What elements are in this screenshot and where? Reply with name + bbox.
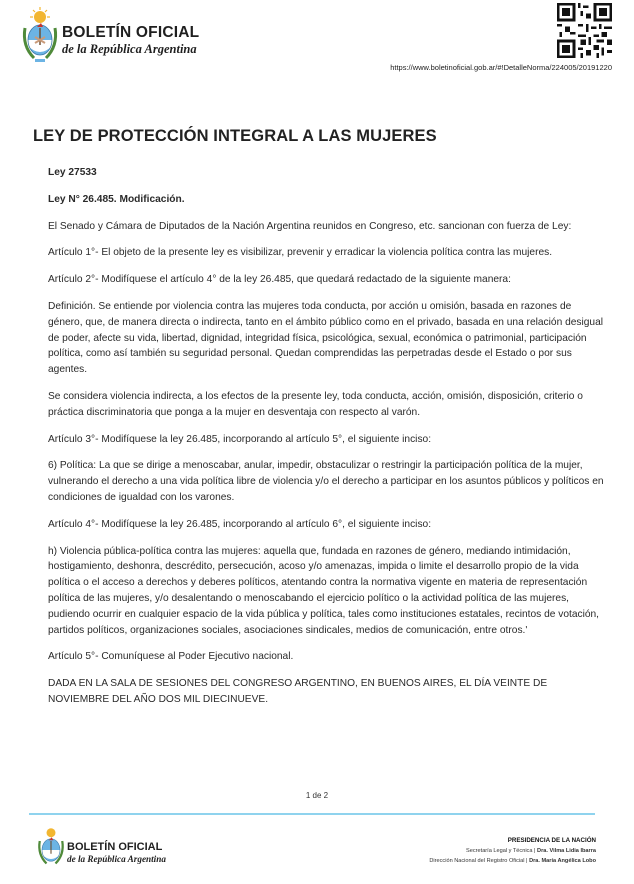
footer-credits (429, 836, 596, 866)
footer-brand (67, 841, 166, 865)
law-subject: Ley N° 26.485. Modificación. (48, 193, 185, 205)
footer-person-name: Dra. María Angélica Lobo (529, 858, 596, 864)
footer-brand-subtitle: de la República Argentina (67, 854, 166, 864)
paragraph: 6) Política: La que se dirige a menoscabar, anular, impedir, obstaculizar o restringir la participación política de la mujer, vulnerando el derecho a una vida política libre de violencia y/o el derecho a participar en los asuntos públicos y políticos en condiciones de igualdad con los varones. (48, 460, 604, 503)
argentina-coat-of-arms-icon (36, 824, 66, 870)
document-url[interactable]: https://www.boletinoficial.gob.ar/#!DetalleNorma/224005/20191220 (390, 63, 612, 72)
brand-title: BOLETÍN OFICIAL (62, 24, 200, 41)
footer-credit-line (429, 846, 596, 856)
paragraph: Artículo 5°- Comuníquese al Poder Ejecutivo nacional. (48, 651, 294, 663)
footer-person-name: Dra. Vilma Lidia Ibarra (537, 848, 596, 854)
argentina-coat-of-arms-icon (20, 6, 60, 66)
page-title: LEY DE PROTECCIÓN INTEGRAL A LAS MUJERES (33, 127, 437, 145)
paragraph: Se considera violencia indirecta, a los efectos de la presente ley, toda conducta, acción, omisión, disposición, criterio o práctica discriminatoria que ponga a la mujer en desventaja con respecto al varón. (48, 390, 583, 418)
paragraph: Artículo 4°- Modifíquese la ley 26.485, incorporando al artículo 6°, el siguiente inciso: (48, 518, 432, 530)
footer-divider (29, 813, 595, 815)
footer-credit-line (429, 856, 596, 866)
header-brand (62, 24, 199, 57)
footer-office: PRESIDENCIA DE LA NACIÓN (507, 837, 596, 844)
paragraph: Artículo 1°- El objeto de la presente ley es visibilizar, prevenir y erradicar la violencia política contra las mujeres. (48, 247, 553, 259)
paragraph: h) Violencia pública-política contra las mujeres: aquella que, fundada en razones de género, mediando intimidación, hostigamiento, deshonra, descrédito, persecución, acoso y/o amenazas, impida o limite el desarrollo propio de la vida política o el acceso a derechos y deberes políticos, atentando contra la normativa vigente en materia de representación política de las mujeres, y/o desalentando o menoscabando el ejercicio político o la actividad política de las mujeres, pudiendo ocurrir en cualquier espacio de la vida pública y política, tales como instituciones estatales, recintos de votación, partidos políticos, organizaciones sociales, asociaciones sindicales, medios de comunicación, entre otros.' (48, 545, 600, 636)
law-number: Ley 27533 (48, 167, 97, 178)
paragraph: Artículo 3°- Modifíquese la ley 26.485, incorporando al artículo 5°, el siguiente inciso: (48, 433, 432, 445)
paragraph: El Senado y Cámara de Diputados de la Nación Argentina reunidos en Congreso, etc. sancionan con fuerza de Ley: (48, 220, 572, 232)
qr-code-icon (557, 3, 612, 58)
document-body (48, 165, 608, 719)
footer-role: Secretaría Legal y Técnica | (466, 848, 538, 854)
paragraph: DADA EN LA SALA DE SESIONES DEL CONGRESO ARGENTINO, EN BUENOS AIRES, EL DÍA VEINTE DE NOVIEMBRE DEL AÑO DOS MIL DIECINUEVE. (48, 678, 548, 705)
footer-role: Dirección Nacional del Registro Oficial | (429, 858, 530, 864)
paragraph: Artículo 2°- Modifíquese el artículo 4° de la ley 26.485, que quedará redactado de la siguiente manera: (48, 274, 511, 286)
footer-brand-title: BOLETÍN OFICIAL (67, 841, 163, 853)
brand-subtitle: de la República Argentina (62, 42, 197, 56)
paragraph: Definición. Se entiende por violencia contra las mujeres toda conducta, por acción u omisión, basada en razones de género, que, de manera directa o indirecta, tanto en el ámbito público como en el privado, basada en una relación desigual de poder, afecte su vida, libertad, dignidad, integridad física, psicológica, sexual, económica o patrimonial, participación política, como así también su seguridad personal. Quedan comprendidas las perpetradas desde el Estado o por sus agentes. (48, 300, 604, 376)
page-number: 1 de 2 (305, 791, 329, 800)
